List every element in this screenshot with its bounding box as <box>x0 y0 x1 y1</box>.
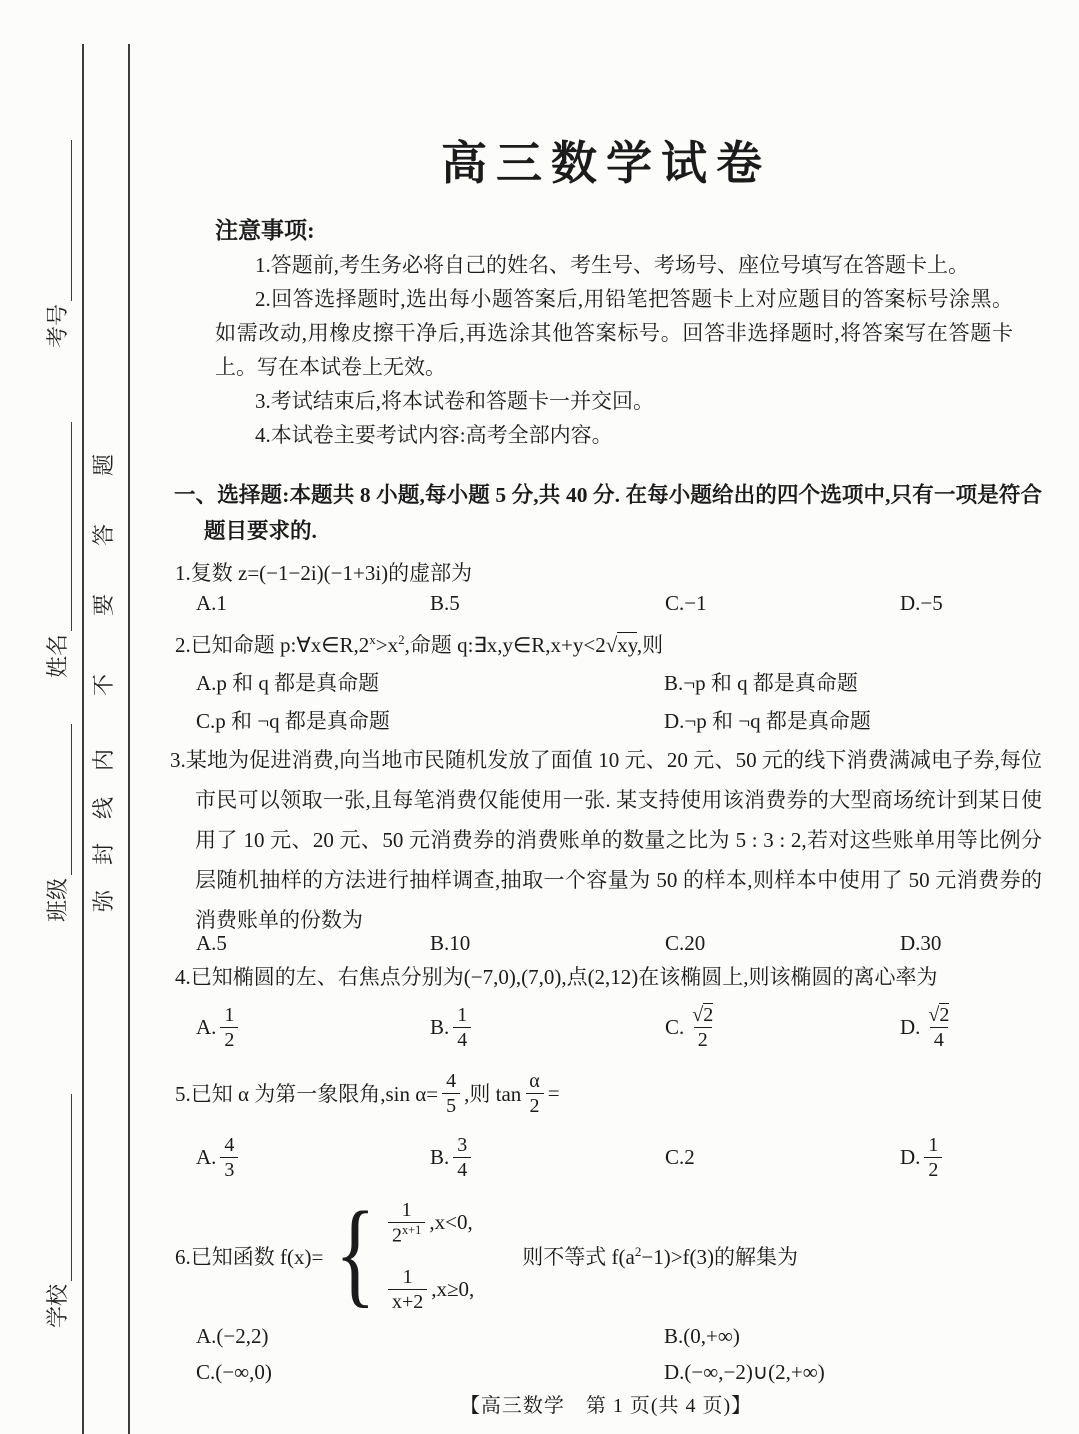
seal-warning-char: 线 <box>91 797 116 820</box>
question-1-stem: 1.复数 z=(−1−2i)(−1+3i)的虚部为 <box>175 561 473 585</box>
question-3-stem: 3.某地为促进消费,向当地市民随机发放了面值 10 元、20 元、50 元的线下消费满减电子券,每位市民可以领取一张,且每笔消费仅能使用一张. 某支持使用该消费券的大型商场统计到某日使用了 10 元、20 元、50 元消费券的消费账单的数量之比为 5 : 3 : 2,若对这些账单用等比例分层随机抽样的方法进行抽样调查,抽取一个容量为 50 的样本,则样本中使用了 50 元消费券的消费账单的份数为 <box>170 748 1042 932</box>
question-5-stem: 5.已知 α 为第一象限角,sin α= $\frac{4}{5}$ ,则 tan $\frac{\alpha}{2}$ = <box>175 1069 560 1117</box>
radicand: 2 <box>703 1003 714 1026</box>
question-4-option-d: D. $\frac{√2}{4}$ <box>900 996 1042 1058</box>
notice-item-2: 2.回答选择题时,选出每小题答案后,用铅笔把答题卡上对应题目的答案标号涂黑。如需改动,用橡皮擦干净后,再选涂其他答案标号。回答非选择题时,将答案写在答题卡上。写在本试卷上无效。 <box>215 287 1013 379</box>
question-1-option-b: B.5 <box>430 591 460 615</box>
seal-line-inner <box>128 44 130 1434</box>
notice-item-1: 1.答题前,考生务必将自己的姓名、考生号、考场号、座位号填写在答题卡上。 <box>255 253 969 277</box>
question-6-option-a: A.(−2,2) <box>196 1324 269 1348</box>
question-4-stem: 4.已知椭圆的左、右焦点分别为(−7,0),(7,0),点(2,12)在该椭圆上,则该椭圆的离心率为 <box>175 965 938 989</box>
exponent: 2 <box>634 1244 642 1259</box>
question-6-option-c: C.(−∞,0) <box>196 1360 272 1384</box>
exponent: x <box>369 632 376 647</box>
exponent: x+1 <box>401 1222 422 1237</box>
piecewise-case-1: $\frac{1}{2^{x+1}}$ ,x<0, <box>384 1198 474 1248</box>
fraction: $\frac{1}{2^{x+1}}$ <box>388 1198 425 1248</box>
question-6-option-b: B.(0,+∞) <box>664 1324 740 1348</box>
question-5-options <box>196 1126 1042 1188</box>
question-2-stem: 2.已知命题 $p:\forall x\in R,2^x>x^2$,命题 q:∃x,y∈R,x+y<2√xy,则 <box>175 632 664 657</box>
question-2-option-d: D.¬p 和 ¬q 都是真命题 <box>664 709 871 733</box>
seal-field-label: 姓名 <box>45 633 70 678</box>
notice-item-4: 4.本试卷主要考试内容:高考全部内容。 <box>255 423 613 447</box>
question-3-option-a: A.5 <box>196 931 227 955</box>
seal-field-label: 班级 <box>45 877 70 922</box>
piecewise-brace: { <box>335 1187 377 1318</box>
notice-list <box>215 248 1013 452</box>
seal-warning-char: 答 <box>91 524 116 547</box>
question-3-option-c: C.20 <box>665 931 706 955</box>
question-2-option-b: B.¬p 和 q 都是真命题 <box>664 671 858 695</box>
question-5-option-a: A. $\frac{4}{3}$ <box>196 1126 430 1188</box>
page-title: 高三数学试卷 <box>441 136 771 189</box>
question-5-option-c: C. 2 <box>665 1144 695 1169</box>
fraction: $\frac{4}{5}$ <box>442 1069 460 1118</box>
radicand: 2 <box>939 1003 950 1026</box>
fill-in-line <box>48 724 72 875</box>
question-4-option-a: A. $\frac{1}{2}$ <box>196 996 430 1058</box>
seal-field-class <box>46 724 72 922</box>
sqrt-symbol: √ <box>928 1003 940 1026</box>
seal-line-outer <box>82 44 84 1434</box>
question-2-option-a: A.p 和 q 都是真命题 <box>196 671 380 695</box>
notice-heading: 注意事项: <box>215 218 315 243</box>
question-1-option-a: A.1 <box>196 591 227 615</box>
seal-field-name <box>46 422 72 678</box>
question-6-inequality: 则不等式 $f(a^2-1)>f(3)$的解集为 <box>522 1244 799 1269</box>
fill-in-line <box>48 422 72 631</box>
notice-item-3: 3.考试结束后,将本试卷和答题卡一并交回。 <box>255 389 654 413</box>
seal-field-label: 考号 <box>45 303 70 348</box>
question-5-option-d: D. $\frac{1}{2}$ <box>900 1126 1042 1188</box>
question-3-option-d: D.30 <box>900 931 942 955</box>
question-2-options <box>196 664 1042 740</box>
radicand: xy <box>617 633 637 657</box>
fill-in-line <box>48 1094 72 1281</box>
question-1-option-c: C.−1 <box>665 591 707 615</box>
fill-in-line <box>48 140 72 301</box>
page-footer: 【高三数学 第 1 页(共 4 页)】 <box>459 1395 753 1417</box>
question-6-stem: 6.已知函数 f(x)= { $\frac{1}{2^{x+1}}$ ,x<0, $\frac{1}{x+2}$ ,x≥0, 则不等式 $f(a^2-1)>f(3)$的解集为 <box>175 1187 799 1318</box>
fraction: $\frac{4}{3}$ <box>220 1133 238 1182</box>
seal-warning-char: 要 <box>91 594 116 617</box>
fraction: $\frac{3}{4}$ <box>453 1133 471 1182</box>
seal-warning-char: 题 <box>91 454 116 477</box>
question-6-option-d: D.(−∞,−2)∪(2,+∞) <box>664 1360 825 1384</box>
seal-field-label: 学校 <box>45 1283 70 1328</box>
fraction: $\frac{1}{x+2}$ <box>388 1265 427 1314</box>
fraction: $\frac{1}{2}$ <box>924 1133 942 1182</box>
section-heading: 一、选择题:本题共 8 小题,每小题 5 分,共 40 分. 在每小题给出的四个选项中,只有一项是符合题目要求的. <box>174 483 1042 543</box>
seal-warning-char: 不 <box>91 674 116 697</box>
question-2-option-c: C.p 和 ¬q 都是真命题 <box>196 709 390 733</box>
question-4-options <box>196 996 1042 1058</box>
seal-field-school <box>46 1094 72 1328</box>
fraction: $\frac{1}{2}$ <box>220 1003 238 1052</box>
exponent: 2 <box>398 632 405 647</box>
piecewise-case-2: $\frac{1}{x+2}$ ,x≥0, <box>384 1265 474 1314</box>
seal-warning-char: 内 <box>91 749 116 772</box>
fraction: $\frac{\alpha}{2}$ <box>525 1069 543 1118</box>
fraction: $\frac{1}{4}$ <box>453 1003 471 1052</box>
fraction: $\frac{√2}{2}$ <box>692 1003 714 1051</box>
question-5-option-b: B. $\frac{3}{4}$ <box>430 1126 665 1188</box>
sqrt-symbol: √ <box>692 1003 704 1026</box>
exam-content <box>170 0 1042 1434</box>
seal-field-exam-number <box>46 140 72 348</box>
question-3-options <box>196 931 1042 956</box>
seal-warning-char: 弥 <box>91 890 116 913</box>
question-4-option-b: B. $\frac{1}{4}$ <box>430 996 665 1058</box>
question-1-options <box>196 591 1042 616</box>
question-6-options <box>196 1318 1042 1390</box>
seal-warning-char: 封 <box>91 843 116 866</box>
fraction: $\frac{√2}{4}$ <box>928 1003 950 1051</box>
question-4-option-c: C. $\frac{√2}{2}$ <box>665 996 900 1058</box>
piecewise-cases <box>384 1198 474 1315</box>
question-3-option-b: B.10 <box>430 931 471 955</box>
question-1-option-d: D.−5 <box>900 591 943 615</box>
